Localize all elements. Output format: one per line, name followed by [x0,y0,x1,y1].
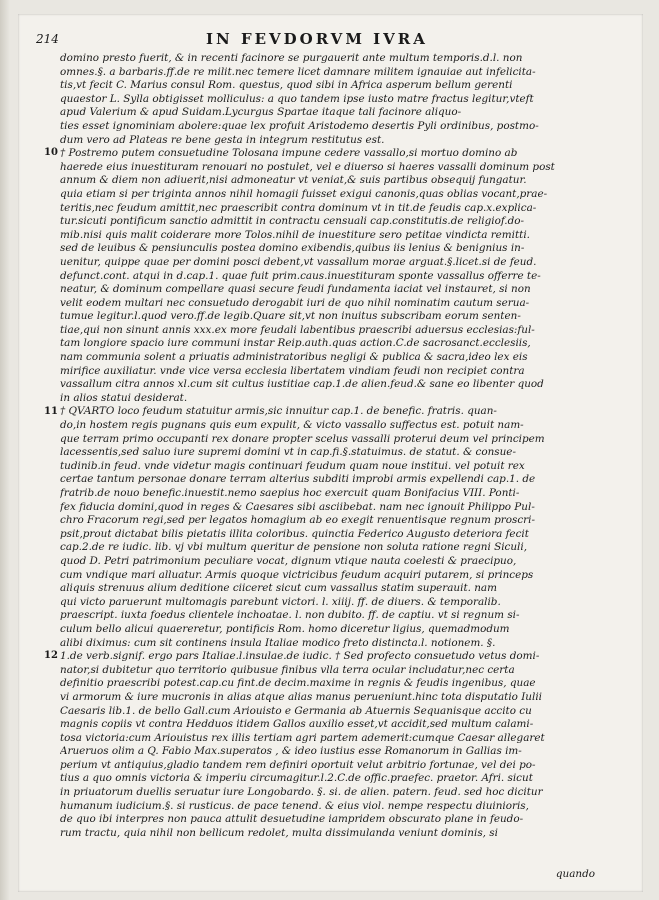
text-line: sed de leuibus & pensiunculis postea domino exibendis,quibus iis lenius & benignius in- [60,242,525,255]
text-line: chro Fracorum regi,sed per legatos homagium ab eo exegit renuentisque regnum proscri- [60,514,535,527]
text-line: magnis copiis vt contra Hedduos itidem Gallos auxilio esset,vt accidit,sed multum calami- [60,718,534,731]
text-line: Caesaris lib.1. de bello Gall.cum Ariouisto e Germania ab Atuernis Sequanisque accito cu [60,704,532,717]
text-line: alibi diximus: cum sit continens insula Italiae modico freto distincta.l. notionem. §. [60,636,496,649]
text-line: tiae,qui non sinunt annis xxx.ex more feudali labentibus praescribi aduersus ecclesias:ful- [60,323,535,336]
text-line: qui victo paruerunt multomagis parebunt victori. l. xiiij. ff. de diuers. & temporalib. [60,595,501,608]
body-text [60,52,580,840]
margin-number-10: 10 [44,147,58,159]
text-line: vi armorum & iure mucronis in alias atque alias manus perueniunt.hinc tota disputatio Iulii [60,690,542,703]
text-line: tosa victoria:cum Ariouistus rex illis tertiam agri partem ademerit:cumque Caesar allegaret [60,731,545,744]
text-line: quod D. Petri patrimonium peculiare vocat, dignum vtique nauta coelesti & praecipuo, [60,554,517,567]
catchword: quando [555,868,595,880]
text-line: rum tractu, quia nihil non bellicum redolet, multa dissimulanda veniunt dominis, si [60,826,498,839]
margin-number-11: 11 [44,405,58,417]
text-line: teritis,nec feudum amittit,nec praescribit contra dominum vt in tit.de feudis cap.x.explica- [60,201,537,214]
text-line: nator,si dubitetur quo territorio quibusue finibus vlla terra ocular includatur,nec certa [60,663,515,676]
text-line: vassallum citra annos xl.cum sit cultus iustitiae cap.1.de alien.feud.& sane eo libenter quod [60,378,544,391]
text-line: do,in hostem regis pugnans quis eum expulit, & victo vassallo suffectus est. potuit nam- [60,419,524,432]
text-line: cum vndique mari alluatur. Armis quoque victricibus feudum acquiri putarem, si princeps [60,568,534,581]
text-line: quia etiam si per triginta annos nihil homagii fuisset exigui canonis,quas oblias vocant,prae- [60,187,548,200]
text-line: que terram primo occupanti rex donare propter scelus vassalli proterui deum vel principem [60,432,545,445]
text-line: psit,prout dictabat bilis pietatis illita coloribus. quinctia Federico Augusto deteriora fecit [60,527,529,540]
text-line: velit eodem multari nec consuetudo derogabit iuri de quo nihil nominatim cautum serua- [60,296,530,309]
text-line: uenitur, quippe quae per domini posci debent,vt vassallum morae arguat.§.licet.si de feud. [60,255,537,268]
text-line: ties esset ignominiam abolere:quae lex profuit Aristodemo desertis Pyli ordinibus, postmo- [60,119,539,132]
text-line: lacessentis,sed saluo iure supremi domini vt in cap.fi.§.statuimus. de statut. & consue- [60,446,516,459]
text-line: certae tantum personae donare terram alterius subditi improbi armis expellendi cap.1. de [60,473,536,486]
margin-number-12: 12 [44,650,58,662]
text-line: mib.nisi quis malit coiderare more Tolos.nihil de inuestiture sero petitae vindicta remitti. [60,228,530,241]
text-line: † QVARTO loco feudum statuitur armis,sic innuitur cap.1. de benefic. fratris. quan- [60,405,497,418]
page-gutter-shadow [0,0,10,900]
text-line: neatur, & dominum compellare quasi secure feudi fundamenta iaciat vel instauret, si non [60,283,531,296]
text-line: apud Valerium & apud Suidam.Lycurgus Spartae itaque tali facinore aliquo- [60,106,462,119]
text-line: tur.sicuti pontificum sanctio admittit in contractu censuali cap.constitutis.de religiof.do- [60,215,525,228]
text-line: culum bello alicui quaereretur, pontificis Rom. homo diceretur ligius, quemadmodum [60,622,510,635]
text-line: tius a quo omnis victoria & imperiu circumagitur.l.2.C.de offic.praefec. praetor. Afri. sicut [60,772,533,785]
text-line: tis,vt fecit C. Marius consul Rom. questus, quod sibi in Africa asperum bellum gerenti [60,79,513,92]
text-line: omnes.§. a barbaris.ff.de re milit.nec temere licet damnare militem ignauiae aut infelicita- [60,65,536,78]
text-line: definitio praescribi potest.cap.cu fint.de decim.maxime in regnis & feudis ingenibus, quae [60,677,536,690]
text-line: mirifice auxiliatur. vnde vice versa ecclesia libertatem vindiam feudi non recipiet contra [60,364,525,377]
text-line: † Postremo putem consuetudine Tolosana impune cedere vassallo,si mortuo domino ab [60,147,518,160]
text-line: perium vt antiquius,gladio tandem rem definiri oportuit velut arbitrio fortunae, vel dei po- [60,758,536,771]
running-title: IN FEVDORVM IVRA [206,30,428,48]
text-line: praescript. iuxta foedus clientele inchoatae. l. non dubito. ff. de captiu. vt si regnum si- [60,609,520,622]
text-line: domino presto fuerit, & in recenti facinore se purgauerit ante multum temporis.d.l. non [60,52,523,64]
text-line: haerede eius inuestituram renouari no postulet, vel e diuerso si haeres vassalli dominum post [60,160,555,173]
text-line: fex fiducia domini,quod in reges & Caesares sibi asciibebat. nam nec ignouit Philippo Pul- [60,500,535,513]
text-line: tumue legitur.l.quod vero.ff.de legib.Quare sit,vt non inuitus subscribam eorum senten- [60,310,521,323]
text-line: in priuatorum duellis seruatur iure Longobardo. §. si. de alien. patern. feud. sed hoc dicitur [60,786,543,799]
text-line: Arueruos olim a Q. Fabio Max.superatos , & ideo iustius esse Romanorum in Gallias im- [60,745,522,758]
text-line: humanum iudicium.§. si rusticus. de pace tenend. & eius viol. nempe respectu diuinioris, [60,799,529,812]
text-line: cap.2.de re iudic. lib. vj vbi multum queritur de pensione non soluta ratione regni Siculi, [60,541,527,554]
text-line: fratrib.de nouo benefic.inuestit.nemo saepius hoc exercuit quam Bonifacius VIII. Ponti- [60,487,520,499]
text-line: de quo ibi interpres non pauca attulit desuetudine iampridem obscurato plane in feudo- [60,813,524,826]
text-line: aliquis strenuus alium deditione ciiceret sicut cum vassallus statim superauit. nam [60,582,497,595]
text-line: tam longiore spacio iure communi instar Reip.auth.quas action.C.de sacrosanct.ecclesiis, [60,337,531,350]
text-line: tudinib.in feud. vnde videtur magis continuari feudum quam noue institui. vel potuit rex [60,459,525,472]
text-line: defunct.cont. atqui in d.cap.1. quae fuit prim.caus.inuestituram sponte vassallus offerre te- [60,269,541,282]
page-header [36,30,596,52]
text-line: dum vero ad Plateas re bene gesta in integrum restitutus est. [60,133,385,146]
text-line: nam communia solent a priuatis administratoribus negligi & publica & sacra,ideo lex eis [60,351,528,364]
text-line: in alios statui desiderat. [60,391,188,404]
text-line: 1.de verb.signif. ergo pars Italiae.l.insulae.de iudic. † Sed profecto consuetudo vetus domi- [60,650,540,663]
text-line: annum & diem non adiuerit,nisi admoneatur vt veniat,& suis partibus obsequij fungatur. [60,174,527,187]
text-line: quaestor L. Sylla obtigisset molliculus: a quo tandem ipse iusto matre fractus legitur,vteft [60,92,534,105]
page-number: 214 [36,32,59,46]
